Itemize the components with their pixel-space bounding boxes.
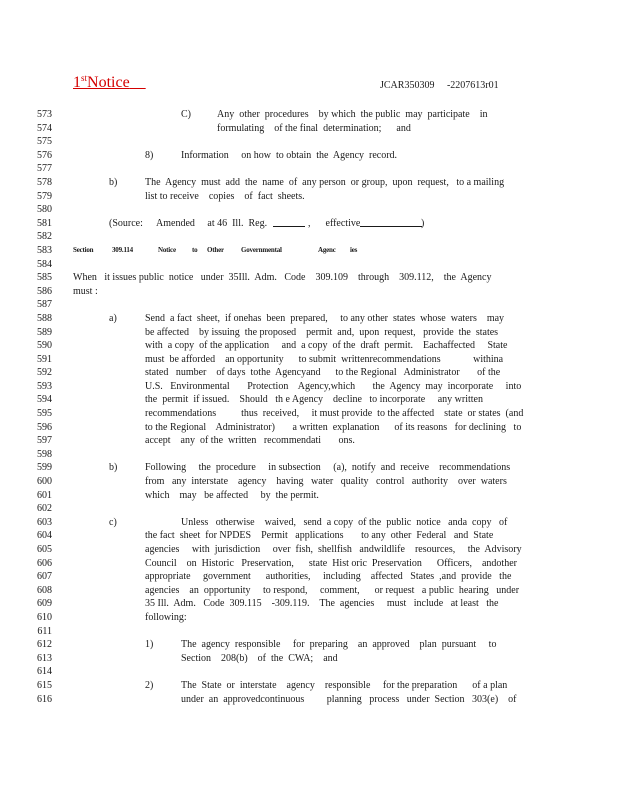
line-text: a) [109, 312, 117, 324]
line-text: 1) [145, 639, 154, 651]
line-text: Unless otherwise waived, send a copy of the public notice anda copy of [181, 516, 508, 528]
line-text: 309.114 [112, 245, 133, 254]
line-text: Section 208(b) of the CWA; and [181, 652, 338, 664]
document-line [0, 326, 618, 340]
line-text: c) [109, 516, 117, 528]
line-number: 599 [37, 462, 52, 474]
document-line [0, 244, 618, 258]
line-number: 614 [37, 666, 52, 678]
line-number: 602 [37, 503, 52, 515]
document-line [0, 421, 618, 435]
line-number: 593 [37, 380, 52, 392]
line-text: the permit if issued. Should th e Agency decline to incorporate any written [145, 394, 483, 406]
document-line [0, 108, 618, 122]
line-number: 584 [37, 258, 52, 270]
line-number: 574 [37, 122, 52, 134]
line-text: The agency responsible for preparing an approved plan pursuant to [181, 639, 497, 651]
line-number: 589 [37, 326, 52, 338]
line-text: must : [73, 285, 98, 297]
document-line [0, 135, 618, 149]
line-number: 603 [37, 516, 52, 528]
line-text: under an approvedcontinuous planning process under Section 303(e) of [181, 693, 517, 705]
line-text: Any other procedures by which the public may participate in [217, 109, 488, 120]
document-line [0, 230, 618, 244]
line-text: b) [109, 176, 118, 188]
line-number: 582 [37, 231, 52, 243]
line-text: Agenc [318, 245, 336, 254]
line-text: from any interstate agency having water quality control authority over waters [145, 476, 507, 488]
document-line [0, 312, 618, 326]
line-number: 610 [37, 611, 52, 623]
fill-in-blank [360, 217, 425, 232]
document-line [0, 258, 618, 272]
line-text: stated number of days tothe Agencyand to the Regional Administrator of the [145, 367, 501, 379]
line-text: ) [421, 217, 425, 229]
line-text: must be afforded an opportunity to submit writtenrecommendations withina [145, 353, 504, 365]
line-text: agencies an opportunity to respond, comment, or request a public hearing under [145, 584, 520, 596]
document-line [0, 162, 618, 176]
line-text: , effective [308, 217, 361, 229]
line-text: The State or interstate agency responsible for the preparation of a plan [181, 679, 508, 691]
document-line [0, 611, 618, 625]
line-text: agencies with jurisdiction over fish, shellfish andwildlife resources, the Advisory [145, 544, 522, 555]
line-text: Section [73, 245, 94, 254]
document-line [0, 271, 618, 285]
blank-underline [273, 217, 305, 227]
line-text: recommendations thus received, it must provide to the affected state or states (and [145, 408, 524, 420]
line-text: Other [207, 245, 224, 254]
line-number: 616 [37, 693, 52, 705]
line-text: accept any of the written recommendati ons. [145, 435, 355, 447]
document-line [0, 149, 618, 163]
document-line [0, 448, 618, 462]
line-text: Send a fact sheet, if onehas been prepared, to any other states whose waters may [145, 312, 505, 324]
line-text: with a copy of the application and a copy of the draft permit. Eachaffected State [145, 340, 508, 352]
line-text: ies [350, 245, 358, 254]
document-line [0, 122, 618, 136]
line-text: When it issues public notice under 35Ill. Adm. Code 309.109 through 309.112, the Agency [73, 272, 492, 284]
document-line [0, 298, 618, 312]
document-line [0, 638, 618, 652]
line-number: 600 [37, 476, 52, 488]
line-number: 594 [37, 394, 52, 406]
notice-prefix: 1 [73, 74, 81, 91]
document-line [0, 693, 618, 707]
line-number: 591 [37, 353, 52, 365]
line-number: 606 [37, 557, 52, 569]
line-text: Following the procedure in subsection (a), notify and receive recommendations [145, 462, 511, 474]
line-number: 601 [37, 489, 52, 501]
line-text: be affected by issuing the proposed permit and, upon request, provide the states [145, 326, 499, 338]
document-line [0, 665, 618, 679]
line-text: Council on Historic Preservation, state Hist oric Preservation Officers, andother [145, 557, 517, 569]
line-number: 597 [37, 435, 52, 447]
notice-label [73, 74, 146, 92]
line-number: 578 [37, 176, 52, 188]
line-number: 592 [37, 367, 52, 379]
line-number: 615 [37, 679, 52, 691]
document-line [0, 407, 618, 421]
line-number: 596 [37, 421, 52, 433]
document-line [0, 597, 618, 611]
document-id: JCAR350309 -2207613r01 [380, 80, 499, 91]
line-text: (Source: [109, 217, 143, 229]
document-line [0, 502, 618, 516]
line-number: 581 [37, 217, 52, 229]
line-text: to the Regional Administrator) a written explanation of its reasons for declining to [145, 421, 522, 433]
line-text: 8) [145, 149, 154, 161]
line-number: 605 [37, 544, 52, 555]
line-number: 587 [37, 299, 52, 311]
line-text: C) [181, 109, 191, 120]
line-text: Information on how to obtain the Agency record. [181, 149, 398, 161]
line-number: 576 [37, 149, 52, 161]
line-number: 598 [37, 448, 52, 460]
document-line [0, 529, 618, 543]
line-number: 612 [37, 639, 52, 651]
document-line [0, 570, 618, 584]
notice-suffix: Notice [87, 74, 130, 91]
document-line [0, 203, 618, 217]
line-text: Governmental [241, 245, 282, 254]
line-number: 609 [37, 598, 52, 610]
document-line [0, 461, 618, 475]
line-number: 583 [37, 244, 52, 256]
line-text: 35 Ill. Adm. Code 309.115 -309.119. The agencies must include at least the [145, 598, 499, 610]
document-line [0, 353, 618, 367]
line-number: 595 [37, 408, 52, 420]
line-number: 579 [37, 190, 52, 202]
line-text: following: [145, 611, 187, 623]
document-line [0, 190, 618, 204]
document-line [0, 679, 618, 693]
document-line [0, 475, 618, 489]
line-number: 588 [37, 312, 52, 324]
document-line [0, 339, 618, 353]
document-line [0, 217, 618, 231]
line-number: 590 [37, 340, 52, 352]
blank-underline [360, 217, 422, 227]
document-line [0, 380, 618, 394]
line-text: appropriate government authorities, including affected States ,and provide the [145, 571, 512, 583]
line-number: 575 [37, 136, 52, 148]
fill-in-blank [273, 217, 305, 232]
document-body [0, 108, 618, 706]
line-number: 585 [37, 272, 52, 284]
line-text: U.S. Environmental Protection Agency,which the Agency may incorporate into [145, 380, 522, 392]
line-number: 607 [37, 571, 52, 583]
line-text: 2) [145, 679, 154, 691]
line-number: 586 [37, 285, 52, 297]
line-text: which may be affected by the permit. [145, 489, 319, 501]
document-line [0, 652, 618, 666]
line-number: 580 [37, 204, 52, 216]
document-line [0, 176, 618, 190]
line-text: the fact sheet for NPDES Permit applications to any other Federal and State [145, 530, 494, 542]
document-line [0, 434, 618, 448]
line-text: to [192, 245, 198, 254]
line-text: Notice [158, 245, 176, 254]
line-number: 613 [37, 652, 52, 664]
document-line [0, 366, 618, 380]
line-text: formulating of the final determination; and [217, 122, 411, 134]
line-text: list to receive copies of fact sheets. [145, 190, 305, 202]
document-line [0, 516, 618, 530]
document-line [0, 285, 618, 299]
document-line [0, 557, 618, 571]
document-line [0, 393, 618, 407]
line-number: 604 [37, 530, 52, 542]
line-number: 608 [37, 584, 52, 596]
document-line [0, 584, 618, 598]
document-line [0, 543, 618, 557]
line-number: 577 [37, 163, 52, 175]
line-number: 573 [37, 109, 52, 120]
notice-sup: st [81, 73, 88, 83]
line-text: Amended at 46 Ill. Reg. [156, 217, 268, 229]
document-line [0, 625, 618, 639]
document-line [0, 489, 618, 503]
line-text: The Agency must add the name of any person or group, upon request, to a mailing [145, 176, 505, 188]
line-text: b) [109, 462, 118, 474]
line-number: 611 [37, 625, 52, 637]
